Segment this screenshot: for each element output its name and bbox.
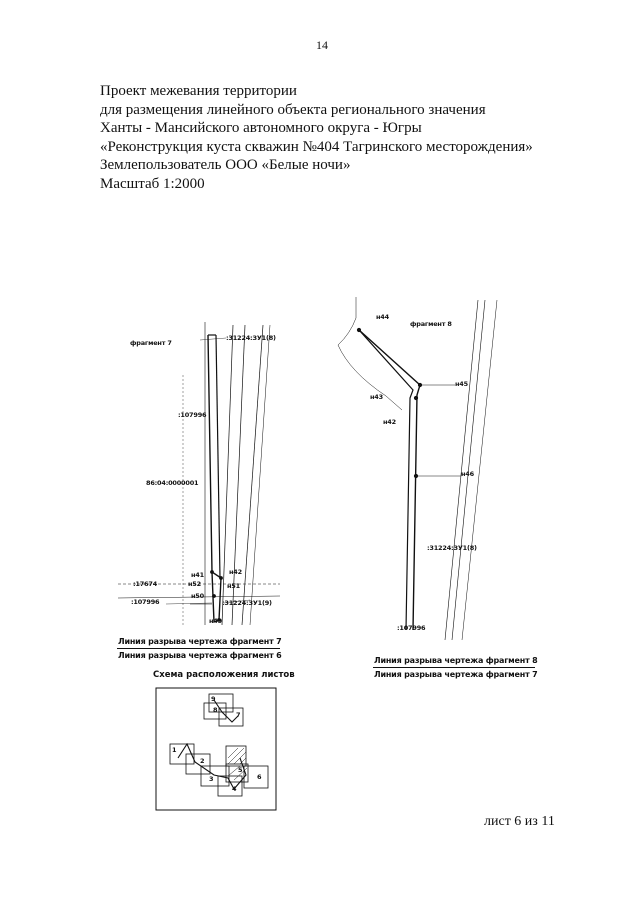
sheet-number: 6: [257, 773, 262, 781]
break-line-label: Линия разрыва чертежа фрагмент 7: [374, 670, 538, 679]
fragment-8-drawing: [338, 297, 497, 640]
break-line-label: Линия разрыва чертежа фрагмент 7: [118, 637, 282, 646]
sheet-number: 3: [209, 775, 214, 783]
parcel-label: :31224:ЗУ1(8): [226, 334, 276, 342]
point-label: н46: [461, 470, 474, 478]
cadastral-code-label: :107996: [178, 411, 207, 419]
point-label: н42: [229, 568, 242, 576]
title-line: «Реконструкция куста скважин №404 Тагринского месторождения»: [100, 138, 533, 155]
parcel-label: :31224:ЗУ1(8): [427, 544, 477, 552]
fragment-8-label: фрагмент 8: [410, 320, 452, 328]
sheet-number: 1: [172, 746, 177, 754]
sheet-number: 5: [238, 766, 243, 774]
point-label: н41: [191, 571, 204, 579]
title-line: Проект межевания территории: [100, 83, 297, 99]
break-line-label: Линия разрыва чертежа фрагмент 6: [118, 651, 282, 660]
point-label: н49: [209, 617, 222, 625]
point-label: н42: [383, 418, 396, 426]
break-line-label: Линия разрыва чертежа фрагмент 8: [374, 656, 538, 665]
point-label: н43: [370, 393, 383, 401]
sheet-number: 7: [236, 711, 241, 719]
point-label: н44: [376, 313, 389, 321]
sheet-number: 2: [200, 757, 205, 765]
fragment-7-label: фрагмент 7: [130, 339, 172, 347]
cadastral-code-label: :107996: [131, 598, 160, 606]
title-line: Землепользователь ООО «Белые ночи»: [100, 157, 351, 173]
sheet-number: 9: [211, 695, 216, 703]
title-line: для размещения линейного объекта регионального значения: [100, 101, 486, 118]
scale-line: Масштаб 1:2000: [100, 175, 205, 192]
break-line: [373, 667, 535, 668]
sheet-number: 8: [213, 706, 218, 714]
point-label: н51: [227, 582, 240, 590]
sheet-number: 4: [232, 785, 237, 793]
cadastral-code-label: :17674: [133, 580, 158, 588]
cadastral-code-label: :107996: [397, 624, 426, 632]
parcel-label: :31224:ЗУ1(9): [222, 599, 272, 607]
title-line: Ханты - Мансийского автономного округа - Югры: [100, 120, 422, 136]
page-number: 14: [316, 38, 328, 52]
schema-title: Схема расположения листов: [153, 670, 295, 680]
sheet-counter: лист 6 из 11: [484, 814, 555, 829]
point-label: н52: [188, 580, 201, 588]
point-label: н50: [191, 592, 204, 600]
cadastral-block-label: 86:04:0000001: [146, 479, 199, 487]
break-line: [117, 648, 280, 649]
point-label: н45: [455, 380, 468, 388]
